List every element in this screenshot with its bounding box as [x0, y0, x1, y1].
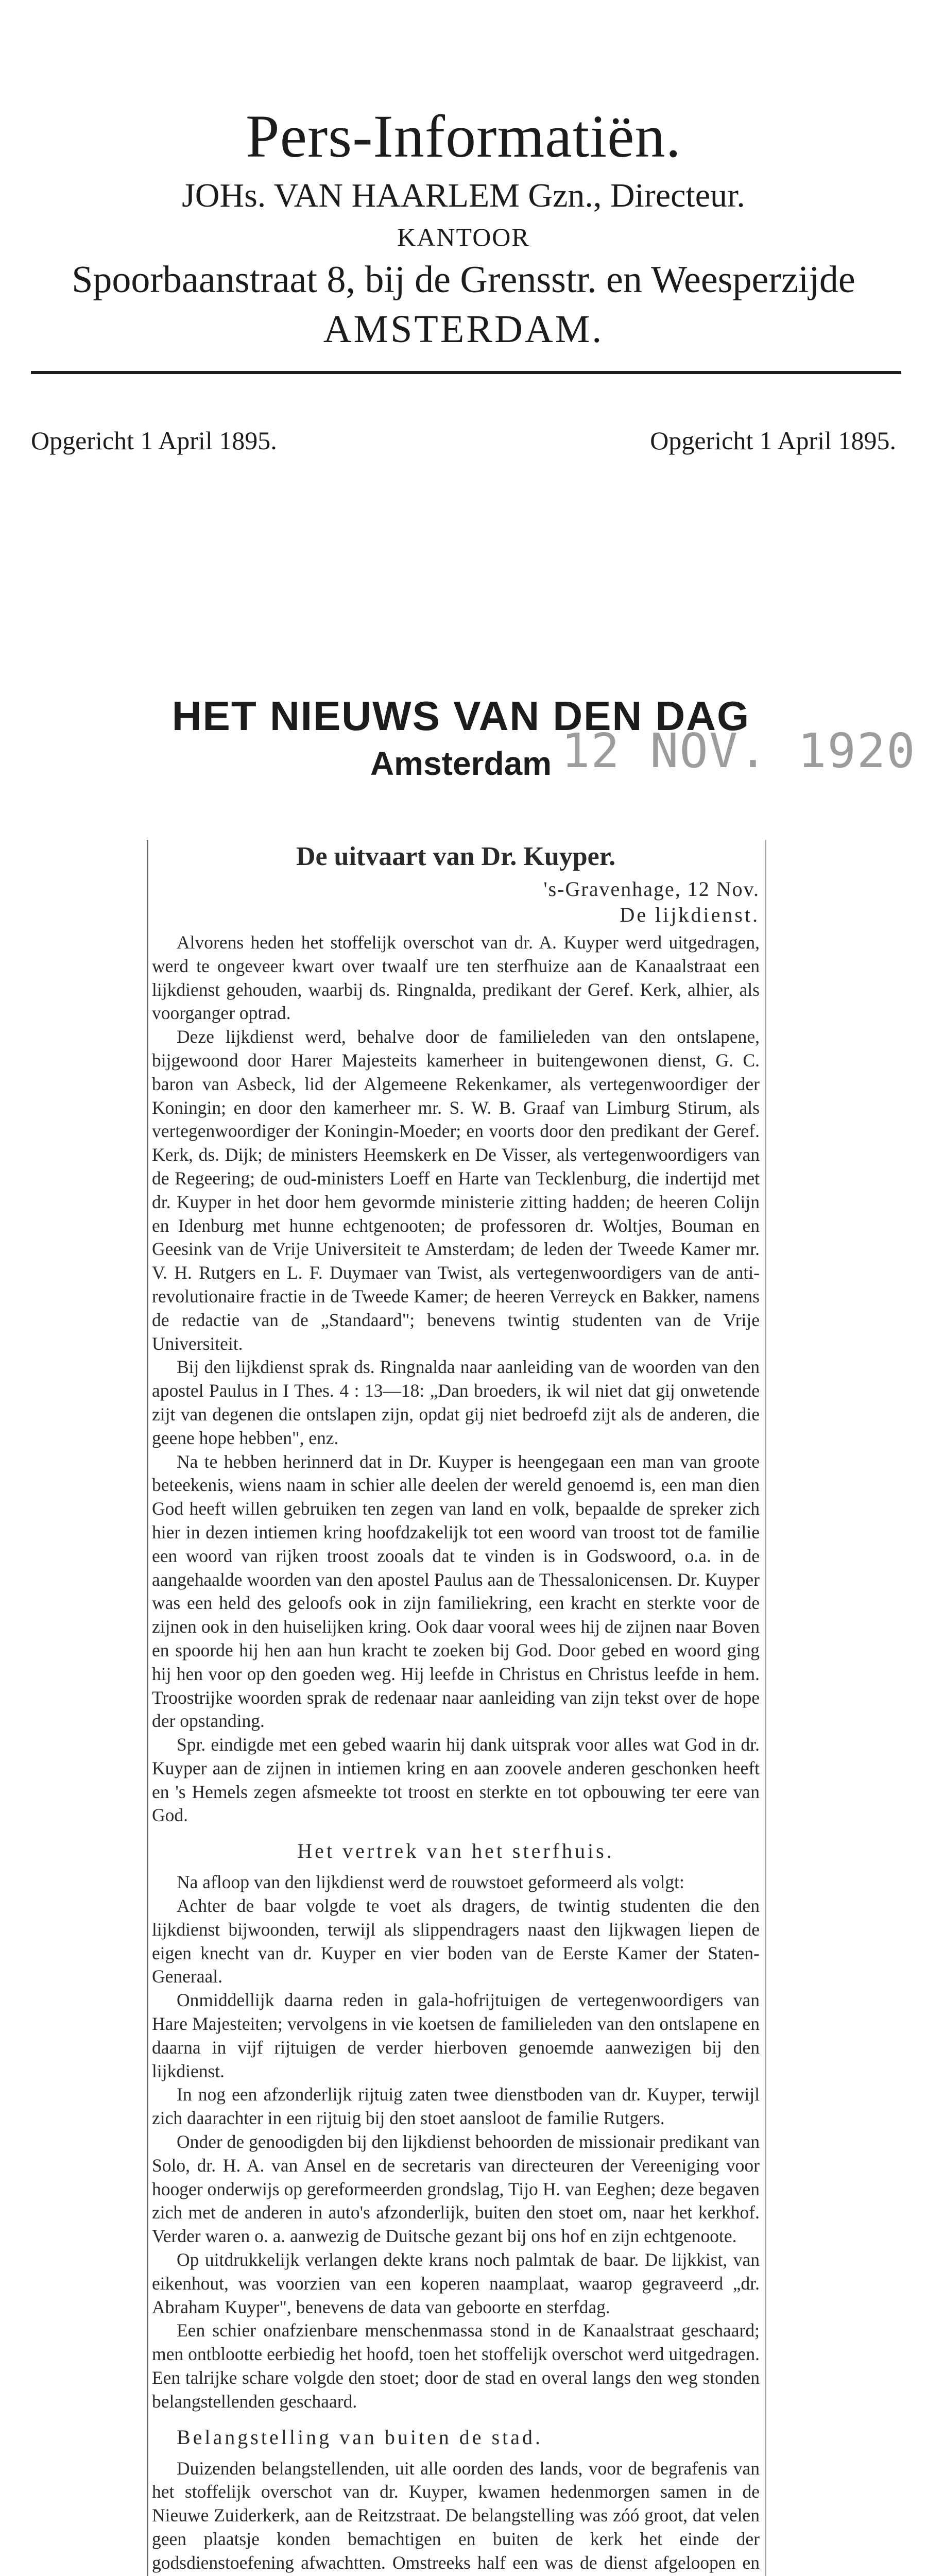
director-line: JOHs. VAN HAARLEM Gzn., Directeur.: [182, 177, 745, 214]
office-city: AMSTERDAM.: [323, 308, 604, 351]
article-paragraph: Onmiddellijk daarna reden in gala-hofrijtuigen de vertegenwoordigers van Hare Majesteiten; vervolgens in vie koetsen de familieleden van den ontslapene en daarna in vijf rijtuigen de verder hierboven genoemde aanwezigen bij den lijkdienst.: [152, 1990, 760, 2081]
section-heading: Belangstelling van buiten de stad.: [177, 2425, 543, 2449]
article-title: De uitvaart van Dr. Kuyper.: [296, 842, 616, 871]
newspaper-city: Amsterdam: [370, 745, 552, 782]
article-dateline: 's-Gravenhage, 12 Nov.: [543, 877, 760, 901]
article-paragraph: Achter de baar volgde te voet als dragers, de twintig studenten die den lijkdienst bijwoonden, terwijl als slippendragers naast den lijkwagen liepen de eigen knecht van dr. Kuyper en vier boden van de Eerste Kamer der Staten-Generaal.: [152, 1895, 760, 1987]
article-paragraph: Op uitdrukkelijk verlangen dekte krans noch palmtak de baar. De lijkkist, van eikenhout, was voorzien van een koperen naamplaat, waarop gegraveerd „dr. Abraham Kuyper", benevens de data van geboorte en sterfdag.: [152, 2249, 760, 2317]
article-paragraph: Een schier onafzienbare menschenmassa stond in de Kanaalstraat geschaard; men ontblootte eerbiedig het hoofd, toen het stoffelijk overschot werd uitgedragen. Een talrijke schare volgde den stoet; door de stad en overal langs den weg stonden belangstellenden geschaard.: [152, 2320, 760, 2412]
letterhead: [31, 100, 896, 455]
office-address: Spoorbaanstraat 8, bij de Grensstr. en Weesperzijde: [72, 259, 855, 301]
clipping-right-edge: [765, 840, 766, 2576]
article-paragraph: Duizenden belangstellenden, uit alle oorden des lands, voor de begrafenis van het stoffelijk overschot van dr. Kuyper, kwamen hedenmorgen samen in de Nieuwe Zuiderkerk, aan de Reitzstraat. De belangstelling was zóó groot, dat velen geen plaatsje konden bemachtigen en buiten de kerk het einde der godsdienstoefening afwachtten. Omstreeks half een was de dienst afgeloopen en: [152, 2458, 760, 2573]
article-paragraph: Alvorens heden het stoffelijk overschot van dr. A. Kuyper werd uitgedragen, werd te ongeveer kwart over twaalf ure ten sterfhuize aan de Kanaalstraat een lijkdienst gehouden, waarbij ds. Ringnalda, predikant der Geref. Kerk, alhier, als voorganger optrad.: [152, 932, 760, 1024]
article-paragraph: Na te hebben herinnerd dat in Dr. Kuyper is heengegaan een man van groote beteekenis, wiens naam in schier alle deelen der wereld genoemd is, een man dien God heeft willen gebruiken ten zegen van land en volk, bepaalde de spreker zich hier in dezen intiemen kring hoofdzakelijk tot een woord van troost tot de familie een woord van rijken troost zooals dat te vinden is in Godswoord, o.a. in de aangehaalde woorden van den apostel Paulus aan de Thessalonicensen. Dr. Kuyper was een held des geloofs ook in zijn familiekring, een kracht en sterkte voor de zijnen ook in den huiselijken kring. Ook daar vooral wees hij de zijnen naar Boven en spoorde hij hen aan hun kracht te zoeken bij God. Door gebed en woord ging hij hen voor op den goeden weg. Hij leefde in Christus en Christus leefde in hem. Troostrijke woorden sprak de redenaar naar aanleiding van zijn tekst over de hope der opstanding.: [152, 1451, 760, 1732]
letterhead-rule: [31, 371, 901, 374]
founded-left: Opgericht 1 April 1895.: [31, 426, 277, 455]
article-paragraph: In nog een afzonderlijk rijtuig zaten twee dienstboden van dr. Kuyper, terwijl zich daarachter in een rijtuig bij den stoet aansloot de familie Rutgers.: [152, 2084, 760, 2129]
article-paragraph: Bij den lijkdienst sprak ds. Ringnalda naar aanleiding van de woorden van den apostel Paulus in I Thes. 4 : 13—18: „Dan broeders, ik wil niet dat gij onwetende zijt van degenen die ontslapen zijn, opdat gij niet bedroefd zijt als de anderen, die geene hope hebben", enz.: [152, 1357, 760, 1448]
article-subhead: De lijkdienst.: [620, 903, 760, 926]
office-label: KANTOOR: [397, 223, 530, 251]
section-heading: Het vertrek van het sterfhuis.: [297, 1839, 614, 1863]
article-paragraph: Deze lijkdienst werd, behalve door de familieleden van den ontslapene, bijgewoond door Harer Majesteits kamerheer in buitengewonen dienst, G. C. baron van Asbeck, lid der Algemeene Rekenkamer, als vertegenwoordiger der Koningin; en door den kamerheer mr. S. W. B. Graaf van Limburg Stirum, als vertegenwoordiger der Koningin-Moeder; en voorts door den predikant der Geref. Kerk, ds. Dijk; de ministers Heemskerk en De Visser, als vertegenwoordigers van de Regeering; de oud-ministers Loeff en Harte van Tecklenburg, die indertijd met dr. Kuyper in het door hem gevormde ministerie zitting hadden; de heeren Colijn en Idenburg met hunne echtgenooten; de professoren dr. Woltjes, Bouman en Geesink van de Vrije Universiteit te Amsterdam; de leden der Tweede Kamer mr. V. H. Rutgers en L. F. Duymaer van Twist, als vertegenwoordigers van de anti-revolutionaire fractie in de Tweede Kamer; de heeren Verreyck en Bakker, namens de redactie van de „Standaard"; benevens twintig studenten van de Vrije Universiteit.: [152, 1026, 760, 1354]
date-stamp: 12 NOV. 1920: [561, 723, 916, 778]
clipping-left-edge: [147, 840, 148, 2576]
article-paragraph: Onder de genoodigden bij den lijkdienst behoorden de missionair predikant van Solo, dr. H. A. van Ansel en de secretaris van directeuren der Vereeniging voor hooger onderwijs op gereformeerden grondslag, Tijo H. van Eeghen; deze begaven zich met de anderen in auto's afzonderlijk, buiten den stoet om, naar het kerkhof. Verder waren o. a. aanwezig de Duitsche gezant bij ons hof en zijn echtgenoote.: [152, 2131, 760, 2247]
article-paragraph: Na afloop van den lijkdienst werd de rouwstoet geformeerd als volgt:: [177, 1872, 684, 1893]
letterhead-title: Pers-Informatiën.: [246, 103, 681, 170]
newspaper-section-title: HET NIEUWS VAN DEN DAG: [171, 693, 750, 739]
article-paragraph: Spr. eindigde met een gebed waarin hij dank uitsprak voor alles wat God in dr. Kuyper aan de zijnen in intiemen kring en aan zoovele anderen geschonken heeft en 's Hemels zegen afsmeekte tot troost en sterkte en tot opbouwing ter eere van God.: [152, 1734, 760, 1826]
article-column: [152, 837, 760, 2576]
founded-right: Opgericht 1 April 1895.: [650, 426, 896, 455]
